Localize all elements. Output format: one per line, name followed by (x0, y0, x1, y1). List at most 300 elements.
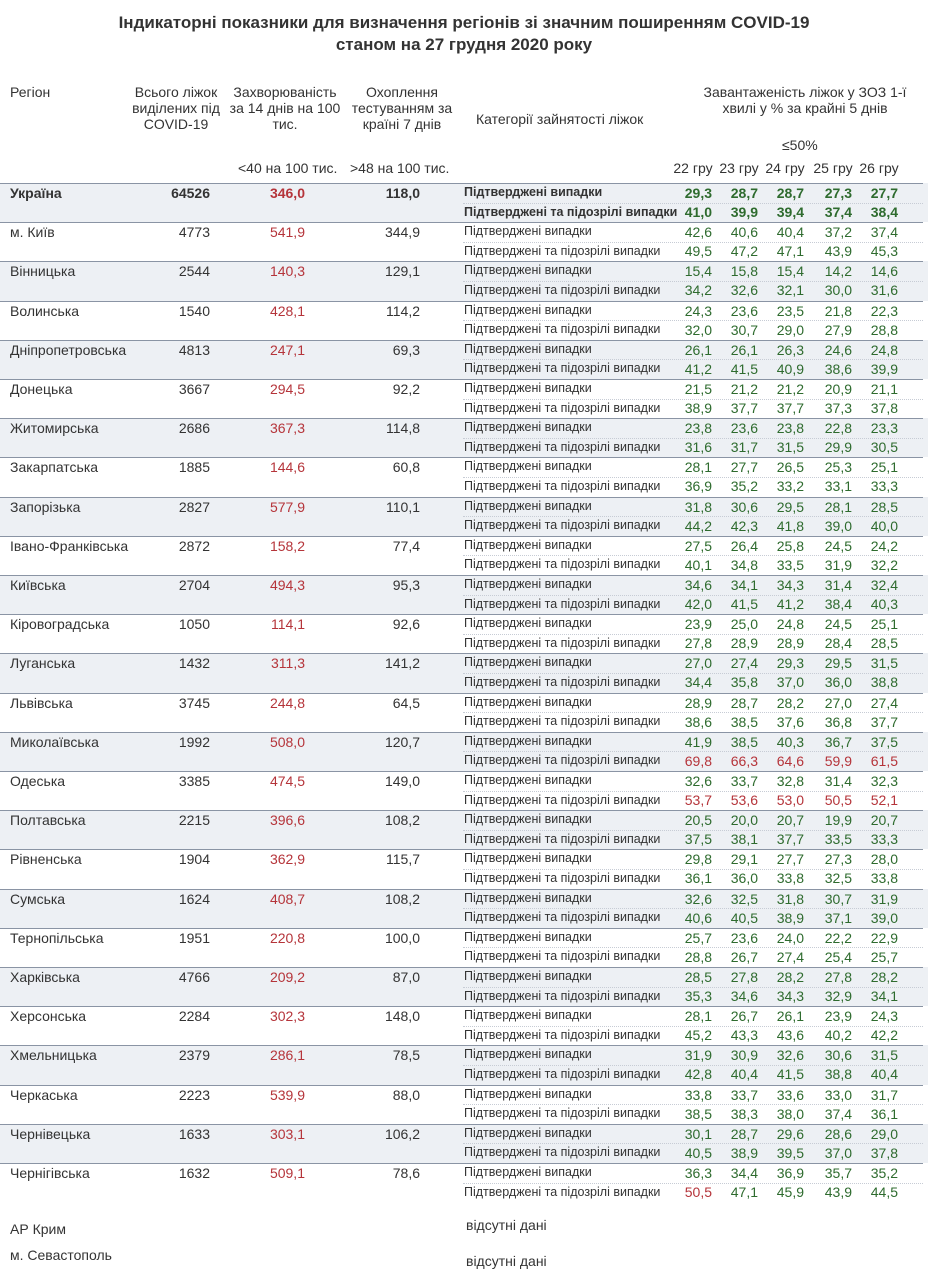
testing-value: 87,0 (392, 969, 420, 985)
region-name: Тернопільська (10, 929, 104, 946)
load-value: 41,2 (776, 596, 804, 612)
region-sevastopol: м. Севастополь (10, 1247, 112, 1263)
testing-value: 95,3 (392, 577, 420, 593)
incidence-value: 303,1 (269, 1125, 305, 1142)
category-confirmed-suspected: Підтверджені та підозрілі випадки (464, 870, 661, 885)
incidence-value: 346,0 (269, 185, 305, 201)
load-value: 20,9 (824, 381, 852, 397)
load-value: 23,8 (684, 420, 712, 437)
category-confirmed-suspected: Підтверджені та підозрілі випадки (464, 400, 661, 415)
beds-total: 1050 (178, 616, 210, 633)
testing-value: 149,0 (384, 773, 420, 789)
load-value: 37,5 (870, 733, 898, 750)
load-value: 37,7 (776, 400, 804, 416)
beds-total: 2379 (178, 1047, 210, 1064)
category-confirmed: Підтверджені випадки (464, 773, 592, 787)
testing-value: 148,0 (384, 1008, 420, 1025)
load-value: 33,5 (776, 556, 804, 573)
testing-value: 118,0 (385, 185, 420, 201)
load-value: 23,6 (730, 302, 758, 319)
incidence-value: 247,1 (269, 341, 305, 358)
load-value: 28,8 (684, 948, 712, 965)
category-confirmed: Підтверджені випадки (464, 1008, 592, 1023)
load-value: 27,0 (684, 655, 712, 672)
day-header: 24 гру (765, 160, 805, 176)
load-value: 42,2 (870, 1027, 898, 1044)
load-value: 50,5 (824, 792, 852, 808)
testing-value: 60,8 (392, 459, 420, 476)
load-value: 43,3 (730, 1027, 758, 1044)
testing-value: 92,2 (392, 381, 420, 397)
load-value: 37,5 (684, 831, 712, 848)
load-value: 27,4 (870, 694, 898, 711)
beds-total: 3745 (178, 694, 210, 711)
load-value: 28,7 (730, 1125, 758, 1142)
load-value: 23,9 (824, 1008, 852, 1025)
load-value: 33,3 (870, 831, 898, 848)
load-value: 23,9 (684, 616, 712, 633)
load-value: 39,9 (870, 360, 898, 377)
load-value: 30,0 (824, 282, 852, 299)
testing-value: 106,2 (384, 1125, 420, 1142)
load-value: 52,1 (870, 792, 898, 808)
region-name: Хмельницька (10, 1047, 97, 1064)
testing-value: 141,2 (384, 655, 420, 672)
category-confirmed-suspected: Підтверджені та підозрілі випадки (464, 1145, 661, 1160)
region-name: Дніпропетровська (10, 341, 127, 358)
load-value: 35,2 (730, 478, 758, 495)
region-name: Закарпатська (10, 459, 99, 476)
table-row (0, 379, 928, 418)
load-value: 43,9 (824, 243, 852, 260)
region-name: Чернівецька (10, 1125, 91, 1142)
header-testing: Охоплення тестуванням за країні 7 днів (351, 84, 453, 132)
load-value: 30,6 (730, 498, 758, 515)
load-value: 36,9 (776, 1165, 804, 1181)
beds-total: 4766 (178, 969, 210, 985)
load-value: 31,8 (684, 498, 712, 515)
load-value: 32,4 (870, 577, 898, 593)
load-value: 27,4 (730, 655, 758, 672)
load-value: 47,1 (730, 1184, 758, 1200)
load-value: 26,1 (730, 341, 758, 358)
load-value: 40,6 (730, 224, 758, 241)
beds-total: 1885 (178, 459, 210, 476)
testing-value: 129,1 (384, 263, 420, 280)
load-value: 24,8 (870, 341, 898, 358)
load-value: 39,4 (776, 204, 804, 220)
load-value: 53,0 (776, 792, 804, 808)
load-value: 25,7 (684, 929, 712, 946)
load-value: 23,8 (776, 420, 804, 437)
load-value: 28,1 (824, 498, 852, 515)
load-value: 25,0 (730, 616, 758, 633)
incidence-value: 408,7 (269, 890, 305, 907)
incidence-value: 509,1 (269, 1165, 305, 1181)
load-value: 26,7 (730, 948, 758, 965)
category-confirmed: Підтверджені випадки (464, 498, 592, 513)
category-confirmed-suspected: Підтверджені та підозрілі випадки (464, 204, 678, 219)
category-confirmed: Підтверджені випадки (464, 537, 592, 552)
indicator-table (0, 183, 928, 1213)
category-confirmed-suspected: Підтверджені та підозрілі випадки (464, 674, 661, 689)
load-value: 26,1 (776, 1008, 804, 1025)
load-value: 43,9 (824, 1184, 852, 1200)
load-value: 33,1 (824, 478, 852, 495)
category-confirmed-suspected: Підтверджені та підозрілі випадки (464, 1066, 661, 1081)
category-confirmed-suspected: Підтверджені та підозрілі випадки (464, 282, 661, 297)
load-value: 40,9 (776, 360, 804, 377)
testing-value: 114,8 (386, 420, 420, 437)
category-confirmed: Підтверджені випадки (464, 812, 592, 827)
load-value: 28,7 (730, 185, 758, 201)
incidence-value: 508,0 (269, 733, 305, 750)
category-confirmed-suspected: Підтверджені та підозрілі випадки (464, 243, 661, 258)
load-value: 33,0 (824, 1086, 852, 1103)
load-value: 15,4 (776, 263, 804, 280)
load-value: 50,5 (684, 1184, 712, 1200)
region-name: Львівська (10, 694, 73, 711)
region-name: Миколаївська (10, 733, 99, 750)
incidence-value: 209,2 (269, 969, 305, 985)
incidence-value: 114,1 (271, 616, 305, 633)
load-value: 37,0 (776, 674, 804, 691)
testing-value: 88,0 (392, 1086, 420, 1103)
load-value: 28,7 (776, 185, 804, 201)
load-value: 33,8 (776, 870, 804, 887)
load-value: 28,5 (870, 498, 898, 515)
load-value: 28,5 (870, 635, 898, 652)
table-row (0, 614, 928, 653)
load-value: 37,7 (870, 713, 898, 730)
page-title (0, 12, 928, 56)
load-value: 37,4 (824, 204, 852, 220)
category-confirmed: Підтверджені випадки (464, 1047, 592, 1062)
load-value: 27,7 (776, 851, 804, 868)
load-value: 15,4 (684, 263, 712, 280)
load-value: 35,3 (684, 988, 712, 1004)
load-value: 35,7 (824, 1165, 852, 1181)
load-value: 26,3 (776, 341, 804, 358)
table-row (0, 1085, 928, 1124)
load-value: 29,3 (776, 655, 804, 672)
testing-value: 108,2 (384, 890, 420, 907)
load-value: 33,8 (684, 1086, 712, 1103)
region-name: м. Київ (10, 224, 55, 241)
table-row (0, 732, 928, 771)
category-confirmed: Підтверджені випадки (464, 616, 592, 631)
header-category: Категорії зайнятості ліжок (476, 111, 644, 127)
load-value: 44,5 (870, 1184, 898, 1200)
header-load-threshold: ≤50% (782, 137, 818, 153)
load-value: 37,8 (870, 400, 898, 416)
region-name: Херсонська (10, 1008, 87, 1025)
load-value: 20,0 (730, 812, 758, 829)
load-value: 49,5 (684, 243, 712, 260)
table-row (0, 889, 928, 928)
region-name: Черкаська (10, 1086, 78, 1103)
table-row (0, 183, 928, 222)
incidence-value: 362,9 (269, 851, 305, 868)
category-confirmed: Підтверджені випадки (464, 263, 592, 278)
load-value: 40,5 (684, 1144, 712, 1161)
load-value: 28,9 (684, 694, 712, 711)
load-value: 37,3 (824, 400, 852, 416)
table-row (0, 340, 928, 379)
load-value: 32,5 (824, 870, 852, 887)
region-name: Житомирська (10, 420, 99, 437)
region-name: Кіровоградська (10, 616, 110, 633)
category-confirmed-suspected: Підтверджені та підозрілі випадки (464, 596, 661, 611)
table-row (0, 771, 928, 810)
load-value: 28,2 (776, 694, 804, 711)
table-row (0, 1045, 928, 1084)
beds-total: 1951 (178, 929, 210, 946)
load-value: 27,0 (824, 694, 852, 711)
load-value: 28,0 (870, 851, 898, 868)
load-value: 24,5 (824, 537, 852, 554)
nodata-sevastopol: відсутні дані (466, 1253, 547, 1269)
load-value: 37,4 (824, 1105, 852, 1122)
category-confirmed-suspected: Підтверджені та підозрілі випадки (464, 1184, 661, 1199)
load-value: 23,5 (776, 302, 804, 319)
load-value: 66,3 (730, 752, 758, 769)
load-value: 25,1 (870, 459, 898, 476)
load-value: 31,5 (870, 655, 898, 672)
load-value: 28,9 (776, 635, 804, 652)
load-value: 28,2 (870, 969, 898, 985)
load-value: 27,4 (776, 948, 804, 965)
load-value: 21,2 (730, 381, 758, 397)
incidence-value: 577,9 (269, 498, 305, 515)
load-value: 38,8 (870, 674, 898, 691)
category-confirmed: Підтверджені випадки (464, 341, 592, 356)
load-value: 38,5 (684, 1105, 712, 1122)
load-value: 28,5 (684, 969, 712, 985)
testing-value: 110,1 (386, 498, 420, 515)
category-confirmed: Підтверджені випадки (464, 577, 592, 591)
load-value: 31,5 (776, 439, 804, 456)
load-value: 26,7 (730, 1008, 758, 1025)
category-confirmed-suspected: Підтверджені та підозрілі випадки (464, 557, 661, 572)
beds-total: 2704 (178, 577, 210, 593)
load-value: 32,6 (730, 282, 758, 299)
load-value: 38,6 (824, 360, 852, 377)
load-value: 24,0 (776, 929, 804, 946)
beds-total: 2544 (178, 263, 210, 280)
load-value: 43,6 (776, 1027, 804, 1044)
load-value: 47,2 (730, 243, 758, 260)
load-value: 25,8 (776, 537, 804, 554)
table-row (0, 967, 928, 1006)
nodata-crimea: відсутні дані (466, 1217, 547, 1233)
load-value: 29,5 (824, 655, 852, 672)
beds-total: 1992 (178, 733, 210, 750)
load-value: 34,1 (870, 988, 898, 1004)
load-value: 27,7 (870, 185, 898, 201)
region-name: Одеська (10, 773, 66, 789)
load-value: 27,3 (824, 185, 852, 201)
load-value: 31,6 (684, 439, 712, 456)
load-value: 69,8 (684, 752, 712, 769)
load-value: 14,6 (870, 263, 898, 280)
region-name: Волинська (10, 302, 80, 319)
region-name: Вінницька (10, 263, 76, 280)
load-value: 30,6 (824, 1047, 852, 1064)
table-row (0, 301, 928, 340)
table-row (0, 849, 928, 888)
region-name: Полтавська (10, 812, 86, 829)
load-value: 44,2 (684, 517, 712, 534)
load-value: 59,9 (824, 752, 852, 769)
load-value: 20,7 (870, 812, 898, 829)
load-value: 38,6 (684, 713, 712, 730)
title-line-2: станом на 27 грудня 2020 року (335, 35, 593, 54)
load-value: 22,2 (824, 929, 852, 946)
load-value: 32,6 (776, 1047, 804, 1064)
region-name: Запорізька (10, 498, 81, 515)
load-value: 23,6 (730, 420, 758, 437)
load-value: 19,9 (824, 812, 852, 829)
load-value: 32,8 (776, 773, 804, 789)
beds-total: 3385 (178, 773, 210, 789)
table-row (0, 693, 928, 732)
beds-total: 4813 (178, 341, 210, 358)
testing-value: 115,7 (386, 851, 420, 868)
load-value: 30,1 (684, 1125, 712, 1142)
category-confirmed: Підтверджені випадки (464, 459, 592, 474)
testing-value: 64,5 (392, 694, 420, 711)
incidence-value: 294,5 (269, 381, 305, 397)
load-value: 40,6 (684, 909, 712, 926)
load-value: 31,8 (776, 890, 804, 907)
load-value: 37,7 (730, 400, 758, 416)
load-value: 27,8 (730, 969, 758, 985)
beds-total: 1632 (178, 1165, 210, 1181)
incidence-value: 396,6 (269, 812, 305, 829)
load-value: 40,0 (870, 517, 898, 534)
incidence-value: 302,3 (269, 1008, 305, 1025)
load-value: 31,4 (824, 577, 852, 593)
beds-total: 2827 (178, 498, 210, 515)
load-value: 31,9 (684, 1047, 712, 1064)
beds-total: 2686 (178, 420, 210, 437)
load-value: 37,4 (870, 224, 898, 241)
load-value: 32,6 (684, 890, 712, 907)
load-value: 30,7 (824, 890, 852, 907)
beds-total: 3667 (178, 381, 210, 397)
region-name: Харківська (10, 969, 80, 985)
load-value: 28,1 (684, 1008, 712, 1025)
incidence-value: 244,8 (269, 694, 305, 711)
load-value: 32,2 (870, 556, 898, 573)
category-confirmed: Підтверджені випадки (464, 224, 592, 239)
incidence-value: 311,3 (271, 655, 305, 672)
load-value: 29,6 (776, 1125, 804, 1142)
region-name: Чернігівська (10, 1165, 90, 1181)
testing-value: 114,2 (386, 302, 420, 319)
category-confirmed: Підтверджені випадки (464, 1086, 592, 1101)
load-value: 20,7 (776, 812, 804, 829)
incidence-value: 158,2 (269, 537, 305, 554)
category-confirmed-suspected: Підтверджені та підозрілі випадки (464, 831, 661, 846)
load-value: 39,0 (824, 517, 852, 534)
load-value: 41,5 (730, 360, 758, 377)
load-value: 45,2 (684, 1027, 712, 1044)
category-confirmed-suspected: Підтверджені та підозрілі випадки (464, 322, 661, 337)
load-value: 27,3 (824, 851, 852, 868)
load-value: 61,5 (870, 752, 898, 769)
load-value: 33,6 (776, 1086, 804, 1103)
load-value: 36,3 (684, 1165, 712, 1181)
category-confirmed: Підтверджені випадки (464, 929, 592, 944)
load-value: 42,3 (730, 517, 758, 534)
category-confirmed: Підтверджені випадки (464, 851, 592, 866)
beds-total: 64526 (171, 185, 210, 201)
load-value: 36,9 (684, 478, 712, 495)
title-line-1: Індикаторні показники для визначення регіонів зі значним поширенням COVID-19 (118, 13, 810, 32)
beds-total: 2223 (178, 1086, 210, 1103)
region-name: Донецька (10, 381, 73, 397)
category-confirmed: Підтверджені випадки (464, 694, 592, 709)
load-value: 41,2 (684, 360, 712, 377)
load-value: 25,3 (824, 459, 852, 476)
load-value: 24,8 (776, 616, 804, 633)
day-header: 26 гру (859, 160, 899, 176)
load-value: 28,2 (776, 969, 804, 985)
load-value: 38,4 (870, 204, 898, 220)
load-value: 32,9 (824, 988, 852, 1004)
load-value: 38,4 (824, 596, 852, 612)
category-confirmed: Підтверджені випадки (464, 1125, 592, 1140)
load-value: 30,9 (730, 1047, 758, 1064)
category-confirmed-suspected: Підтверджені та підозрілі випадки (464, 361, 661, 376)
load-value: 29,3 (684, 185, 712, 201)
beds-total: 2284 (178, 1008, 210, 1025)
region-crimea: АР Крим (10, 1221, 66, 1237)
incidence-value: 539,9 (269, 1086, 305, 1103)
header-load: Завантаженість ліжок у ЗОЗ 1-ї хвилі у % за крайні 5 днів (703, 84, 907, 116)
header-beds: Всього ліжок виділених під COVID-19 (132, 84, 220, 132)
category-confirmed-suspected: Підтверджені та підозрілі випадки (464, 753, 661, 768)
header-region: Регіон (10, 84, 51, 100)
load-value: 31,9 (870, 890, 898, 907)
region-name: Івано-Франківська (10, 537, 129, 554)
load-value: 34,6 (684, 577, 712, 593)
day-header: 25 гру (813, 160, 853, 176)
load-value: 38,3 (730, 1105, 758, 1122)
load-value: 27,9 (824, 321, 852, 338)
header-incidence: Захворюваність за 14 днів на 100 тис. (229, 84, 341, 132)
load-value: 33,2 (776, 478, 804, 495)
load-value: 27,8 (684, 635, 712, 652)
beds-total: 2215 (178, 812, 210, 829)
load-value: 34,4 (684, 674, 712, 691)
load-value: 22,3 (870, 302, 898, 319)
load-value: 34,1 (730, 577, 758, 593)
load-value: 37,0 (824, 1144, 852, 1161)
load-value: 37,2 (824, 224, 852, 241)
load-value: 28,8 (870, 321, 898, 338)
table-row (0, 497, 928, 536)
category-confirmed: Підтверджені випадки (464, 381, 592, 395)
table-row (0, 1163, 928, 1202)
load-value: 33,8 (870, 870, 898, 887)
load-value: 29,0 (870, 1125, 898, 1142)
load-value: 34,3 (776, 577, 804, 593)
load-value: 42,8 (684, 1066, 712, 1083)
category-confirmed: Підтверджені випадки (464, 1165, 592, 1179)
